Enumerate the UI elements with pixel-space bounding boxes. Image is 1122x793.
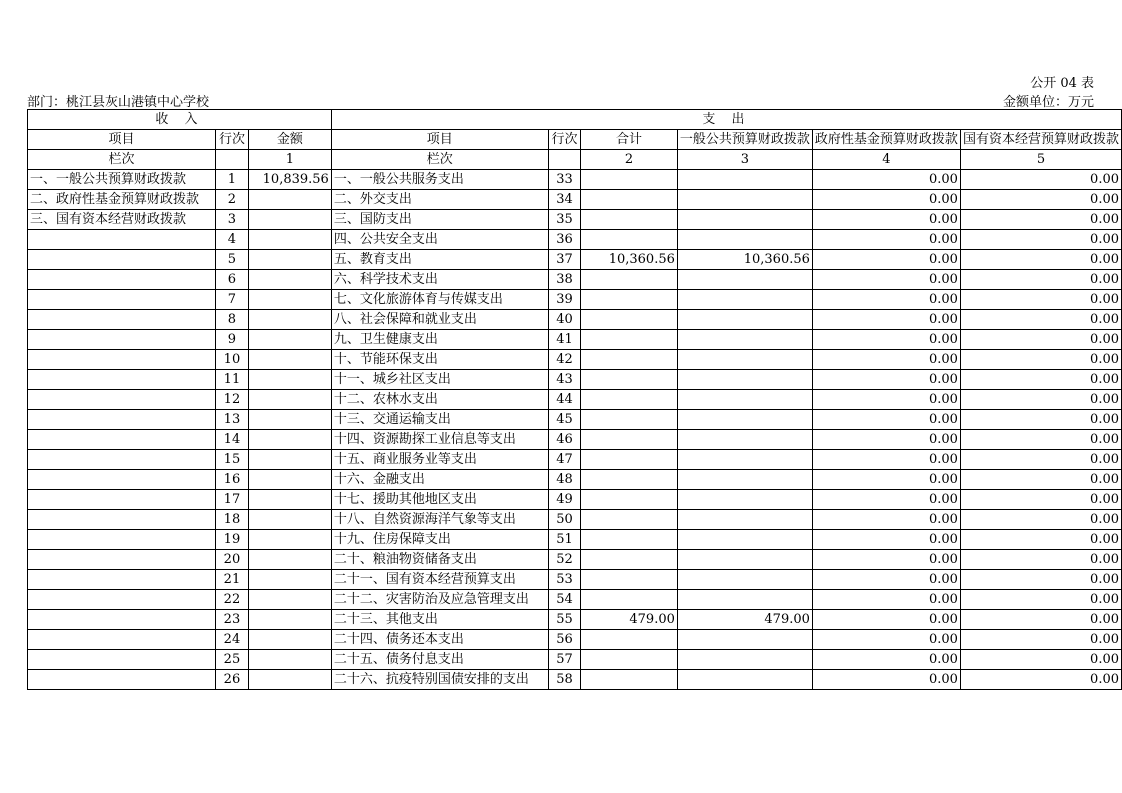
expense-state-cell: 0.00 [960,470,1121,490]
expense-row-number-cell: 57 [548,650,580,670]
expense-total-cell [581,670,678,690]
expense-fund-cell: 0.00 [812,590,960,610]
expense-total-cell [581,290,678,310]
header-income-item: 项目 [28,130,216,150]
income-section-header: 收 入 [28,110,332,130]
expense-total-cell [581,470,678,490]
income-amount-cell [248,350,331,370]
income-amount-cell [248,250,331,270]
expense-state-cell: 0.00 [960,310,1121,330]
income-row-number-cell: 6 [216,270,249,290]
expense-row-number-cell: 44 [548,390,580,410]
expense-total-cell [581,430,678,450]
expense-row-number-cell: 33 [548,170,580,190]
income-amount-cell [248,410,331,430]
expense-general-cell [677,370,812,390]
expense-state-cell: 0.00 [960,410,1121,430]
income-row-number-cell: 9 [216,330,249,350]
income-item-cell [28,510,216,530]
expense-item-cell: 十六、金融支出 [331,470,548,490]
expense-state-cell: 0.00 [960,590,1121,610]
table-row [28,370,1122,390]
expense-state-cell: 0.00 [960,670,1121,690]
income-row-number-cell: 12 [216,390,249,410]
expense-state-cell: 0.00 [960,350,1121,370]
colnum-expense-fund: 4 [812,150,960,170]
expense-state-cell: 0.00 [960,510,1121,530]
expense-item-cell: 二十六、抗疫特别国债安排的支出 [331,670,548,690]
expense-general-cell [677,530,812,550]
expense-item-cell: 十八、自然资源海洋气象等支出 [331,510,548,530]
column-number-row [28,150,1122,170]
income-item-cell [28,630,216,650]
income-item-cell [28,430,216,450]
table-row [28,670,1122,690]
expense-item-cell: 二十、粮油物资储备支出 [331,550,548,570]
table-row [28,310,1122,330]
section-header-row [28,110,1122,130]
income-row-number-cell: 2 [216,190,249,210]
income-row-number-cell: 25 [216,650,249,670]
expense-general-cell [677,410,812,430]
table-row [28,230,1122,250]
income-item-cell [28,610,216,630]
column-header-row [28,130,1122,150]
expense-state-cell: 0.00 [960,630,1121,650]
table-row [28,270,1122,290]
expense-general-cell [677,190,812,210]
income-item-cell [28,550,216,570]
expense-general-cell: 10,360.56 [677,250,812,270]
expense-row-number-cell: 54 [548,590,580,610]
income-row-number-cell: 22 [216,590,249,610]
colnum-expense-item: 栏次 [331,150,548,170]
expense-row-number-cell: 40 [548,310,580,330]
income-amount-cell: 10,839.56 [248,170,331,190]
expense-item-cell: 十七、援助其他地区支出 [331,490,548,510]
expense-state-cell: 0.00 [960,550,1121,570]
expense-item-cell: 十、节能环保支出 [331,350,548,370]
income-item-cell [28,470,216,490]
expense-fund-cell: 0.00 [812,210,960,230]
income-row-number-cell: 5 [216,250,249,270]
expense-state-cell: 0.00 [960,170,1121,190]
unit-label: 金额单位：万元 [1002,95,1094,110]
expense-general-cell [677,170,812,190]
expense-state-cell: 0.00 [960,370,1121,390]
income-item-cell [28,310,216,330]
income-item-cell [28,270,216,290]
income-amount-cell [248,670,331,690]
expense-item-cell: 五、教育支出 [331,250,548,270]
expense-general-cell [677,510,812,530]
expense-general-cell [677,630,812,650]
expense-fund-cell: 0.00 [812,250,960,270]
expense-fund-cell: 0.00 [812,490,960,510]
colnum-expense-row [548,150,580,170]
income-item-cell [28,370,216,390]
income-row-number-cell: 20 [216,550,249,570]
expense-total-cell [581,210,678,230]
income-amount-cell [248,550,331,570]
expense-fund-cell: 0.00 [812,350,960,370]
header-income-amount: 金额 [248,130,331,150]
income-row-number-cell: 14 [216,430,249,450]
table-row [28,530,1122,550]
income-item-cell [28,350,216,370]
expense-general-cell [677,210,812,230]
expense-row-number-cell: 49 [548,490,580,510]
income-amount-cell [248,270,331,290]
expense-total-cell [581,190,678,210]
expense-fund-cell: 0.00 [812,410,960,430]
expense-fund-cell: 0.00 [812,610,960,630]
income-amount-cell [248,630,331,650]
expense-item-cell: 十三、交通运输支出 [331,410,548,430]
colnum-income-amount: 1 [248,150,331,170]
expense-total-cell [581,370,678,390]
income-row-number-cell: 13 [216,410,249,430]
expense-general-cell [677,390,812,410]
expense-fund-cell: 0.00 [812,530,960,550]
expense-fund-cell: 0.00 [812,370,960,390]
expense-fund-cell: 0.00 [812,330,960,350]
expense-fund-cell: 0.00 [812,190,960,210]
expense-total-cell [581,450,678,470]
table-row [28,470,1122,490]
expense-row-number-cell: 46 [548,430,580,450]
colnum-expense-total: 2 [581,150,678,170]
expense-row-number-cell: 42 [548,350,580,370]
expense-fund-cell: 0.00 [812,270,960,290]
income-row-number-cell: 15 [216,450,249,470]
expense-general-cell [677,450,812,470]
income-item-cell [28,450,216,470]
table-row [28,450,1122,470]
table-row [28,570,1122,590]
income-item-cell [28,390,216,410]
header-expense-general: 一般公共预算财政拨款 [677,130,812,150]
expense-state-cell: 0.00 [960,530,1121,550]
expense-row-number-cell: 35 [548,210,580,230]
budget-table [27,109,1122,690]
expense-state-cell: 0.00 [960,270,1121,290]
income-amount-cell [248,290,331,310]
expense-row-number-cell: 52 [548,550,580,570]
expense-fund-cell: 0.00 [812,450,960,470]
expense-total-cell [581,390,678,410]
expense-item-cell: 十四、资源勘探工业信息等支出 [331,430,548,450]
expense-fund-cell: 0.00 [812,430,960,450]
income-item-cell [28,570,216,590]
income-amount-cell [248,310,331,330]
expense-fund-cell: 0.00 [812,570,960,590]
income-item-cell [28,290,216,310]
income-amount-cell [248,470,331,490]
income-item-cell [28,590,216,610]
expense-general-cell [677,670,812,690]
expense-fund-cell: 0.00 [812,230,960,250]
expense-general-cell [677,310,812,330]
expense-fund-cell: 0.00 [812,630,960,650]
table-row [28,190,1122,210]
expense-state-cell: 0.00 [960,210,1121,230]
income-item-cell [28,490,216,510]
income-amount-cell [248,570,331,590]
income-item-cell [28,670,216,690]
expense-state-cell: 0.00 [960,190,1121,210]
expense-total-cell [581,230,678,250]
expense-item-cell: 二十一、国有资本经营预算支出 [331,570,548,590]
income-row-number-cell: 17 [216,490,249,510]
expense-total-cell [581,170,678,190]
income-row-number-cell: 1 [216,170,249,190]
expense-total-cell [581,510,678,530]
expense-item-cell: 六、科学技术支出 [331,270,548,290]
expense-row-number-cell: 53 [548,570,580,590]
income-amount-cell [248,650,331,670]
colnum-income-item: 栏次 [28,150,216,170]
expense-total-cell: 479.00 [581,610,678,630]
table-row [28,290,1122,310]
expense-item-cell: 七、文化旅游体育与传媒支出 [331,290,548,310]
expense-item-cell: 八、社会保障和就业支出 [331,310,548,330]
expense-general-cell [677,550,812,570]
expense-state-cell: 0.00 [960,570,1121,590]
income-amount-cell [248,370,331,390]
income-row-number-cell: 7 [216,290,249,310]
header-income-row: 行次 [216,130,249,150]
income-row-number-cell: 8 [216,310,249,330]
expense-state-cell: 0.00 [960,230,1121,250]
income-item-cell [28,250,216,270]
table-row [28,350,1122,370]
expense-general-cell [677,330,812,350]
expense-state-cell: 0.00 [960,430,1121,450]
income-item-cell: 一、一般公共预算财政拨款 [28,170,216,190]
department-label: 部门：桃江县灰山港镇中心学校 [27,95,210,110]
header-expense-total: 合计 [581,130,678,150]
expense-fund-cell: 0.00 [812,470,960,490]
expense-row-number-cell: 45 [548,410,580,430]
expense-general-cell [677,650,812,670]
income-row-number-cell: 18 [216,510,249,530]
expense-section-header: 支 出 [331,110,1121,130]
table-row [28,250,1122,270]
income-amount-cell [248,530,331,550]
header-expense-row: 行次 [548,130,580,150]
table-row [28,490,1122,510]
expense-state-cell: 0.00 [960,450,1121,470]
expense-fund-cell: 0.00 [812,290,960,310]
expense-total-cell [581,590,678,610]
colnum-expense-general: 3 [677,150,812,170]
income-row-number-cell: 24 [216,630,249,650]
expense-total-cell [581,490,678,510]
expense-general-cell: 479.00 [677,610,812,630]
expense-row-number-cell: 36 [548,230,580,250]
expense-total-cell [581,410,678,430]
expense-item-cell: 二、外交支出 [331,190,548,210]
expense-item-cell: 十九、住房保障支出 [331,530,548,550]
table-row [28,650,1122,670]
income-amount-cell [248,590,331,610]
income-item-cell: 二、政府性基金预算财政拨款 [28,190,216,210]
income-row-number-cell: 11 [216,370,249,390]
colnum-expense-state: 5 [960,150,1121,170]
expense-state-cell: 0.00 [960,330,1121,350]
income-amount-cell [248,490,331,510]
income-item-cell [28,230,216,250]
expense-item-cell: 二十三、其他支出 [331,610,548,630]
expense-total-cell [581,630,678,650]
expense-item-cell: 二十二、灾害防治及应急管理支出 [331,590,548,610]
expense-state-cell: 0.00 [960,610,1121,630]
expense-item-cell: 二十五、债务付息支出 [331,650,548,670]
income-amount-cell [248,610,331,630]
expense-total-cell [581,550,678,570]
expense-general-cell [677,270,812,290]
table-row [28,630,1122,650]
expense-fund-cell: 0.00 [812,550,960,570]
income-row-number-cell: 3 [216,210,249,230]
header-expense-state: 国有资本经营预算财政拨款 [960,130,1121,150]
expense-item-cell: 十一、城乡社区支出 [331,370,548,390]
expense-item-cell: 四、公共安全支出 [331,230,548,250]
income-item-cell [28,410,216,430]
income-amount-cell [248,330,331,350]
income-amount-cell [248,210,331,230]
table-body [28,110,1122,690]
expense-item-cell: 十五、商业服务业等支出 [331,450,548,470]
income-row-number-cell: 23 [216,610,249,630]
income-amount-cell [248,190,331,210]
income-item-cell: 三、国有资本经营财政拨款 [28,210,216,230]
expense-total-cell [581,650,678,670]
expense-total-cell [581,570,678,590]
expense-general-cell [677,230,812,250]
expense-general-cell [677,590,812,610]
income-row-number-cell: 26 [216,670,249,690]
header-expense-item: 项目 [331,130,548,150]
expense-row-number-cell: 55 [548,610,580,630]
expense-item-cell: 一、一般公共服务支出 [331,170,548,190]
expense-row-number-cell: 34 [548,190,580,210]
expense-state-cell: 0.00 [960,490,1121,510]
income-amount-cell [248,510,331,530]
expense-item-cell: 二十四、债务还本支出 [331,630,548,650]
expense-state-cell: 0.00 [960,290,1121,310]
colnum-income-row [216,150,249,170]
expense-row-number-cell: 43 [548,370,580,390]
income-row-number-cell: 16 [216,470,249,490]
expense-general-cell [677,570,812,590]
income-amount-cell [248,230,331,250]
table-row [28,590,1122,610]
income-amount-cell [248,390,331,410]
table-row [28,550,1122,570]
income-row-number-cell: 21 [216,570,249,590]
table-row [28,210,1122,230]
expense-row-number-cell: 47 [548,450,580,470]
expense-total-cell [581,270,678,290]
income-item-cell [28,650,216,670]
expense-state-cell: 0.00 [960,250,1121,270]
expense-state-cell: 0.00 [960,390,1121,410]
expense-state-cell: 0.00 [960,650,1121,670]
table-row [28,510,1122,530]
expense-row-number-cell: 56 [548,630,580,650]
expense-total-cell: 10,360.56 [581,250,678,270]
expense-fund-cell: 0.00 [812,650,960,670]
income-row-number-cell: 4 [216,230,249,250]
expense-fund-cell: 0.00 [812,390,960,410]
expense-general-cell [677,430,812,450]
table-row [28,430,1122,450]
expense-item-cell: 十二、农林水支出 [331,390,548,410]
table-row [28,170,1122,190]
expense-total-cell [581,350,678,370]
expense-general-cell [677,490,812,510]
income-amount-cell [248,450,331,470]
income-row-number-cell: 10 [216,350,249,370]
expense-total-cell [581,530,678,550]
expense-fund-cell: 0.00 [812,510,960,530]
expense-row-number-cell: 39 [548,290,580,310]
expense-total-cell [581,330,678,350]
expense-item-cell: 三、国防支出 [331,210,548,230]
expense-row-number-cell: 38 [548,270,580,290]
expense-item-cell: 九、卫生健康支出 [331,330,548,350]
income-amount-cell [248,430,331,450]
header-expense-fund: 政府性基金预算财政拨款 [812,130,960,150]
table-row [28,390,1122,410]
expense-general-cell [677,350,812,370]
expense-fund-cell: 0.00 [812,170,960,190]
form-code: 公开 04 表 [1030,76,1094,91]
income-row-number-cell: 19 [216,530,249,550]
income-item-cell [28,530,216,550]
expense-fund-cell: 0.00 [812,670,960,690]
table-row [28,330,1122,350]
expense-general-cell [677,470,812,490]
expense-general-cell [677,290,812,310]
income-item-cell [28,330,216,350]
expense-fund-cell: 0.00 [812,310,960,330]
expense-row-number-cell: 41 [548,330,580,350]
expense-row-number-cell: 58 [548,670,580,690]
expense-row-number-cell: 37 [548,250,580,270]
expense-row-number-cell: 48 [548,470,580,490]
expense-row-number-cell: 50 [548,510,580,530]
table-row [28,410,1122,430]
table-row [28,610,1122,630]
expense-total-cell [581,310,678,330]
expense-row-number-cell: 51 [548,530,580,550]
